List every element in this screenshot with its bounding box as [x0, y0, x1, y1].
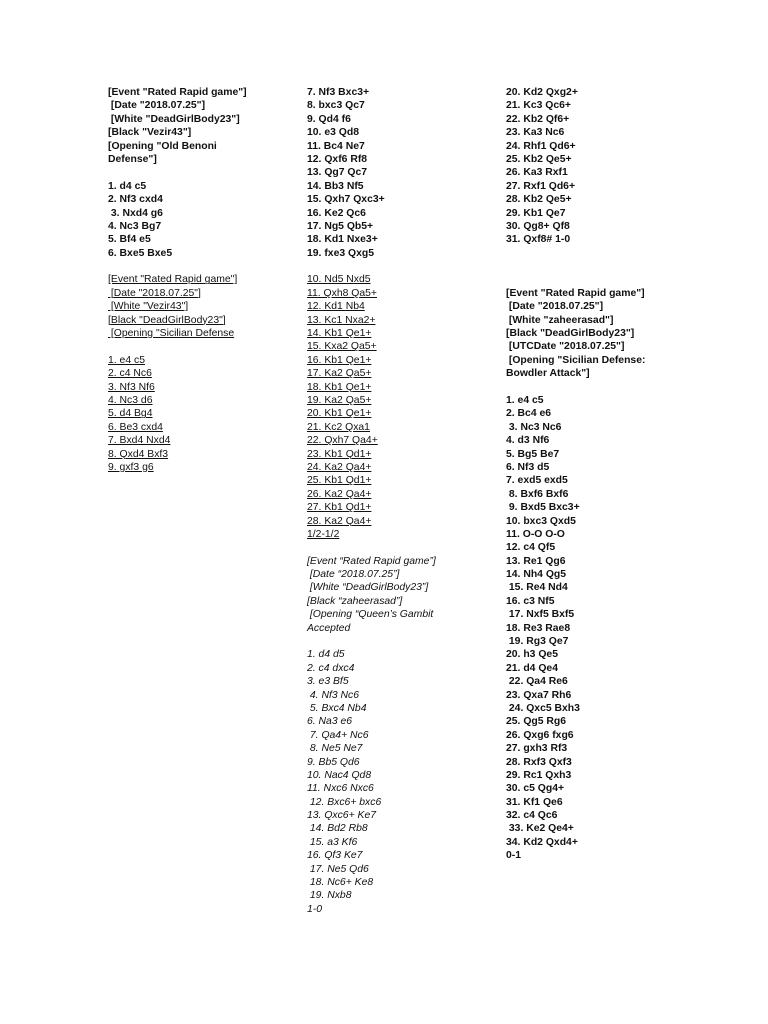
game-record-block — [307, 273, 497, 541]
text-line: [Date "2018.07.25"] — [108, 287, 201, 299]
text-line: 17. Ng5 Qb5+ — [307, 220, 374, 232]
text-line: 2. Bc4 e6 — [506, 408, 552, 420]
text-line: [Event "Rated Rapid game"] — [108, 87, 247, 98]
column-middle — [307, 86, 497, 916]
text-line: 7. Bxd4 Nxd4 — [108, 435, 171, 447]
text-line: 19. Nxb8 — [307, 890, 352, 902]
text-line: 2. c4 Nc6 — [108, 368, 152, 380]
text-line — [108, 166, 298, 179]
text-line: 33. Ke2 Qe4+ — [506, 823, 574, 835]
text-line: 18. Nc6+ Ke8 — [307, 877, 374, 889]
text-line: 1/2-1/2 — [307, 528, 340, 540]
text-line: [Black "DeadGirlBody23"] — [506, 328, 635, 340]
text-line: 3. Nc3 Nc6 — [506, 421, 562, 433]
text-line: 4. Nc3 d6 — [108, 394, 153, 406]
text-line: 6. Bxe5 Bxe5 — [108, 247, 173, 259]
text-line: 4. Nf3 Nc6 — [307, 689, 359, 701]
text-line: 16. c3 Nf5 — [506, 595, 555, 607]
text-line: 14. Bd2 Rb8 — [307, 823, 368, 835]
text-line: 6. Be3 cxd4 — [108, 421, 163, 433]
text-line: 17. Ka2 Qa5+ — [307, 368, 372, 380]
text-line: 23. Kb1 Qd1+ — [307, 448, 372, 460]
text-line: 1. d4 d5 — [307, 649, 345, 661]
text-line: 8. Ne5 Ne7 — [307, 743, 363, 755]
text-line: 8. Qxd4 Bxf3 — [108, 448, 169, 460]
text-line — [108, 340, 298, 353]
text-line: 29. Kb1 Qe7 — [506, 207, 566, 219]
text-line: [Event "Rated Rapid game"] — [506, 287, 645, 299]
game-record-block — [108, 86, 298, 273]
text-line: [Black "DeadGirlBody23"] — [108, 314, 226, 326]
text-line: 13. Qxc6+ Ke7 — [307, 810, 377, 822]
text-line: 28. Kb2 Qe5+ — [506, 194, 572, 206]
text-line: 21. d4 Qe4 — [506, 662, 558, 674]
text-line: 27. Rxf1 Qd6+ — [506, 180, 576, 192]
game-record-block — [307, 541, 497, 916]
text-line: 5. Bf4 e5 — [108, 234, 151, 246]
text-line: 14. Nh4 Qg5 — [506, 569, 567, 581]
text-line — [108, 260, 298, 273]
text-line: 31. Qxf8# 1-0 — [506, 234, 571, 246]
text-line: 23. Qxa7 Rh6 — [506, 689, 572, 701]
text-line: [Opening “Queen’s Gambit — [307, 609, 434, 621]
text-line: 6. Na3 e6 — [307, 716, 353, 728]
text-line: 10. Nd5 Nxd5 — [307, 274, 371, 286]
text-line: 26. Ka2 Qa4+ — [307, 488, 372, 500]
text-line: [White "DeadGirlBody23"] — [108, 113, 240, 125]
text-line: 14. Kb1 Qe1+ — [307, 328, 372, 340]
text-line: 3. e3 Bf5 — [307, 676, 349, 688]
text-line: 20. Kb1 Qe1+ — [307, 408, 372, 420]
text-line: [White "Vezir43"] — [108, 301, 189, 313]
text-line: 24. Rhf1 Qd6+ — [506, 140, 576, 152]
text-line: [Opening "Sicilian Defense — [108, 328, 235, 340]
text-line: 26. Qxg6 fxg6 — [506, 729, 574, 741]
text-line: [UTCDate "2018.07.25"] — [506, 341, 625, 353]
text-line: 5. d4 Bg4 — [108, 408, 153, 420]
text-line: 3. Nxd4 g6 — [108, 207, 163, 219]
text-line: 9. Bxd5 Bxc3+ — [506, 502, 580, 514]
text-line: [Date "2018.07.25"] — [108, 100, 206, 112]
text-line — [307, 635, 497, 648]
text-line: 2. c4 dxc4 — [307, 662, 355, 674]
text-line: [White “DeadGirlBody23”] — [307, 582, 429, 594]
text-line: 25. Kb1 Qd1+ — [307, 475, 372, 487]
text-line: 27. Kb1 Qd1+ — [307, 502, 372, 514]
text-line: 7. exd5 exd5 — [506, 475, 568, 487]
text-line: 18. Kb1 Qe1+ — [307, 381, 372, 393]
text-line: 4. Nc3 Bg7 — [108, 220, 162, 232]
text-line: 9. gxf3 g6 — [108, 461, 154, 473]
text-line: [Black “zaheerasad”] — [307, 595, 403, 607]
text-line: [White "zaheerasad"] — [506, 314, 614, 326]
text-line: 6. Nf3 d5 — [506, 461, 550, 473]
text-line: 28. Ka2 Qa4+ — [307, 515, 372, 527]
column-right — [506, 86, 706, 863]
text-line: 17. Ne5 Qd6 — [307, 863, 369, 875]
game-record-block — [108, 273, 298, 474]
text-line: [Black "Vezir43"] — [108, 127, 192, 139]
text-line: 15. Re4 Nd4 — [506, 582, 568, 594]
text-line: 19. fxe3 Qxg5 — [307, 247, 375, 259]
text-line: 19. Ka2 Qa5+ — [307, 394, 372, 406]
text-line: 24. Ka2 Qa4+ — [307, 461, 372, 473]
text-line: 10. Nac4 Qd8 — [307, 769, 372, 781]
text-line: 11. Qxh8 Qa5+ — [307, 287, 377, 299]
text-line — [506, 381, 706, 394]
text-line: 12. Bxc6+ bxc6 — [307, 796, 382, 808]
text-line: 32. c4 Qc6 — [506, 810, 558, 822]
text-line: Accepted — [307, 622, 351, 634]
text-line: 24. Qxc5 Bxh3 — [506, 702, 580, 714]
text-line: 26. Ka3 Rxf1 — [506, 167, 568, 179]
text-line: 21. Kc3 Qc6+ — [506, 100, 571, 112]
text-line: 9. Qd4 f6 — [307, 113, 351, 125]
text-line: 0-1 — [506, 850, 522, 862]
text-line: 8. bxc3 Qc7 — [307, 100, 365, 112]
text-line: 12. Kd1 Nb4 — [307, 301, 365, 313]
text-line: 2. Nf3 cxd4 — [108, 194, 163, 206]
text-line: 15. a3 Kf6 — [307, 836, 358, 848]
text-line: 11. Bc4 Ne7 — [307, 140, 365, 152]
text-line: 13. Qg7 Qc7 — [307, 167, 368, 179]
text-line: 28. Rxf3 Qxf3 — [506, 756, 572, 768]
text-line: 31. Kf1 Qe6 — [506, 796, 563, 808]
text-line: 15. Kxa2 Qa5+ — [307, 341, 377, 353]
text-line: 27. gxh3 Rf3 — [506, 743, 568, 755]
text-line: 18. Re3 Rae8 — [506, 622, 571, 634]
text-line: 5. Bg5 Be7 — [506, 448, 560, 460]
text-line: 4. d3 Nf6 — [506, 435, 550, 447]
text-line: 30. Qg8+ Qf8 — [506, 220, 570, 232]
text-line — [506, 247, 706, 260]
text-line: 7. Nf3 Bxc3+ — [307, 87, 370, 98]
text-line: 15. Qxh7 Qxc3+ — [307, 194, 385, 206]
text-line: 17. Nxf5 Bxf5 — [506, 609, 575, 621]
text-line: Defense"] — [108, 153, 157, 165]
text-line: 16. Ke2 Qc6 — [307, 207, 366, 219]
text-line: 1. e4 c5 — [506, 394, 544, 406]
text-line: 7. Qa4+ Nc6 — [307, 729, 369, 741]
text-line: Bowdler Attack"] — [506, 368, 590, 380]
text-line: 22. Qxh7 Qa4+ — [307, 435, 378, 447]
text-line: 20. h3 Qe5 — [506, 649, 558, 661]
text-line: 22. Kb2 Qf6+ — [506, 113, 570, 125]
text-line: 34. Kd2 Qxd4+ — [506, 836, 578, 848]
text-line: 23. Ka3 Nc6 — [506, 127, 565, 139]
text-line: 25. Kb2 Qe5+ — [506, 153, 572, 165]
text-line: 11. Nxc6 Nxc6 — [307, 783, 374, 795]
game-record-block — [506, 86, 706, 863]
text-line: 11. O-O O-O — [506, 528, 565, 540]
text-line: 13. Kc1 Nxa2+ — [307, 314, 376, 326]
text-line: 19. Rg3 Qe7 — [506, 636, 569, 648]
text-line: 14. Bb3 Nf5 — [307, 180, 364, 192]
text-line: 1-0 — [307, 903, 323, 915]
text-line: 16. Qf3 Ke7 — [307, 850, 363, 862]
text-line: 16. Kb1 Qe1+ — [307, 354, 372, 366]
text-line — [307, 260, 497, 273]
text-line: [Date “2018.07.25”] — [307, 569, 400, 581]
text-line: 12. Qxf6 Rf8 — [307, 153, 368, 165]
text-line: 30. c5 Qg4+ — [506, 783, 565, 795]
text-line: [Opening "Old Benoni — [108, 140, 217, 152]
text-line: 21. Kc2 Qxa1 — [307, 421, 370, 433]
text-line: 13. Re1 Qg6 — [506, 555, 566, 567]
text-line: 9. Bb5 Qd6 — [307, 756, 360, 768]
text-line: 22. Qa4 Re6 — [506, 676, 568, 688]
text-line: [Event “Rated Rapid game”] — [307, 555, 436, 567]
text-line — [307, 541, 497, 554]
text-line: 18. Kd1 Nxe3+ — [307, 234, 378, 246]
text-line: 1. e4 c5 — [108, 354, 145, 366]
text-line: 10. e3 Qd8 — [307, 127, 359, 139]
column-left — [108, 86, 298, 474]
text-line: 8. Bxf6 Bxf6 — [506, 488, 569, 500]
text-line: 1. d4 c5 — [108, 180, 147, 192]
text-line: 29. Rc1 Qxh3 — [506, 769, 572, 781]
game-record-block — [307, 86, 497, 273]
text-line: 20. Kd2 Qxg2+ — [506, 87, 578, 98]
text-line: 3. Nf3 Nf6 — [108, 381, 155, 393]
text-line — [506, 273, 706, 286]
text-line: 5. Bxc4 Nb4 — [307, 702, 367, 714]
text-line: [Date "2018.07.25"] — [506, 301, 604, 313]
text-line: 12. c4 Qf5 — [506, 542, 556, 554]
text-line: [Opening "Sicilian Defense: — [506, 354, 646, 366]
text-line: [Event "Rated Rapid game"] — [108, 274, 238, 286]
text-line: 25. Qg5 Rg6 — [506, 716, 567, 728]
text-line: 10. bxc3 Qxd5 — [506, 515, 576, 527]
text-line — [506, 260, 706, 273]
